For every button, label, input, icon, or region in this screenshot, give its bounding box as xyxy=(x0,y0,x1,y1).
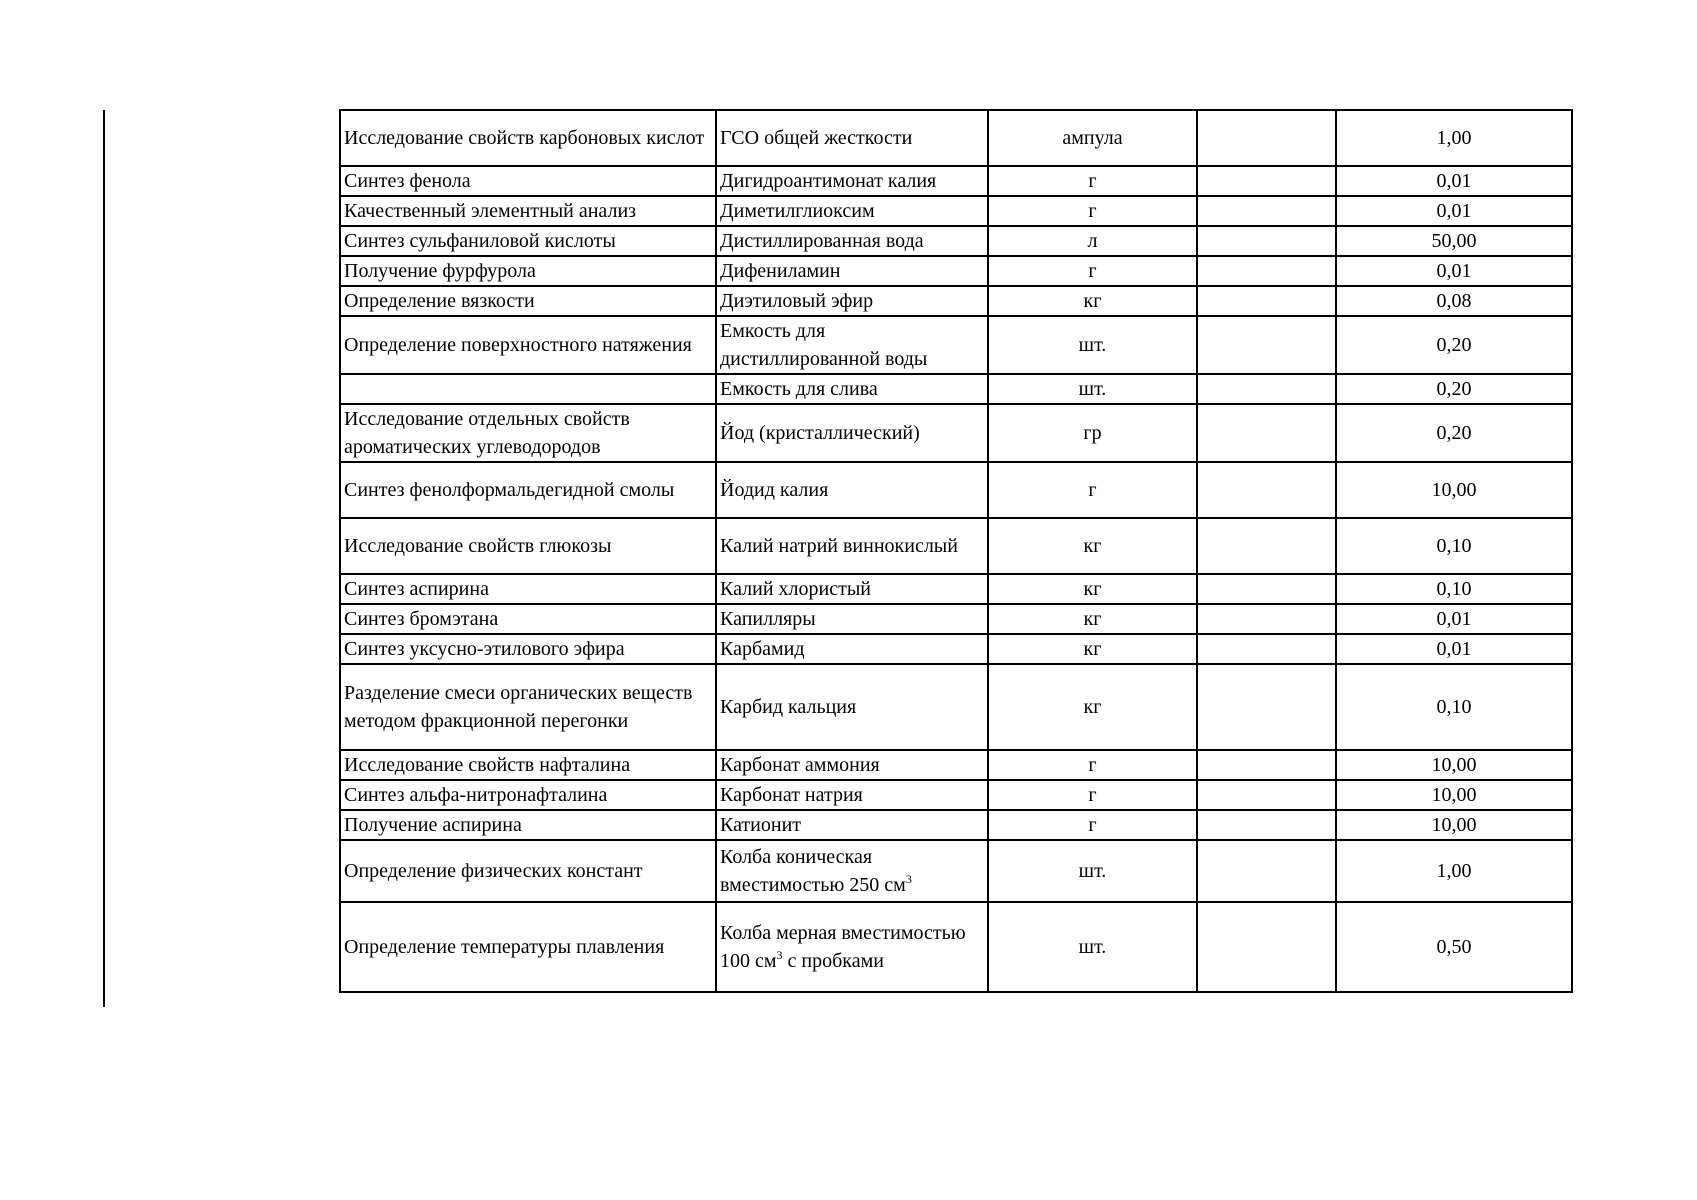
table-row xyxy=(340,374,1572,404)
empty-cell xyxy=(1197,196,1336,226)
unit-cell: шт. xyxy=(988,374,1197,404)
quantity-cell: 0,20 xyxy=(1336,316,1572,374)
left-margin-rule xyxy=(103,110,105,1007)
table-row xyxy=(340,110,1572,166)
table-row xyxy=(340,196,1572,226)
quantity-cell: 0,10 xyxy=(1336,574,1572,604)
unit-cell: г xyxy=(988,196,1197,226)
empty-cell xyxy=(1197,810,1336,840)
table-row xyxy=(340,226,1572,256)
quantity-cell: 10,00 xyxy=(1336,810,1572,840)
table-row xyxy=(340,840,1572,902)
empty-cell xyxy=(1197,780,1336,810)
unit-superscript: 3 xyxy=(905,872,912,886)
empty-cell xyxy=(1197,110,1336,166)
item-name-cell: Диметилглиоксим xyxy=(716,196,988,226)
table-row xyxy=(340,316,1572,374)
quantity-cell: 0,08 xyxy=(1336,286,1572,316)
empty-cell xyxy=(1197,374,1336,404)
quantity-cell: 0,10 xyxy=(1336,518,1572,574)
quantity-cell: 0,10 xyxy=(1336,664,1572,750)
item-name-cell: Йодид калия xyxy=(716,462,988,518)
item-name-suffix: с пробками xyxy=(782,950,884,972)
empty-cell xyxy=(1197,604,1336,634)
quantity-cell: 0,20 xyxy=(1336,404,1572,462)
empty-cell xyxy=(1197,574,1336,604)
item-name-cell: Йод (кристаллический) xyxy=(716,404,988,462)
unit-cell: г xyxy=(988,750,1197,780)
unit-cell: шт. xyxy=(988,316,1197,374)
item-name-cell: Карбамид xyxy=(716,634,988,664)
item-name-cell xyxy=(716,902,988,992)
table-row xyxy=(340,750,1572,780)
item-name-cell: Капилляры xyxy=(716,604,988,634)
work-cell: Определение поверхностного натяжения xyxy=(340,316,716,374)
quantity-cell: 0,20 xyxy=(1336,374,1572,404)
item-name-text: Колба коническая вместимостью 250 см xyxy=(720,846,906,896)
work-cell: Синтез фенола xyxy=(340,166,716,196)
unit-cell: кг xyxy=(988,518,1197,574)
quantity-cell: 10,00 xyxy=(1336,462,1572,518)
work-cell: Определение вязкости xyxy=(340,286,716,316)
quantity-cell: 50,00 xyxy=(1336,226,1572,256)
empty-cell xyxy=(1197,462,1336,518)
empty-cell xyxy=(1197,634,1336,664)
work-cell: Исследование свойств нафталина xyxy=(340,750,716,780)
work-cell: Исследование свойств карбоновых кислот xyxy=(340,110,716,166)
empty-cell xyxy=(1197,166,1336,196)
table-row xyxy=(340,404,1572,462)
table-row xyxy=(340,286,1572,316)
table-row xyxy=(340,634,1572,664)
item-name-cell: Карбонат аммония xyxy=(716,750,988,780)
work-cell: Определение физических констант xyxy=(340,840,716,902)
unit-cell: гр xyxy=(988,404,1197,462)
unit-cell: кг xyxy=(988,664,1197,750)
work-cell: Получение аспирина xyxy=(340,810,716,840)
work-cell: Синтез сульфаниловой кислоты xyxy=(340,226,716,256)
quantity-cell: 0,01 xyxy=(1336,166,1572,196)
quantity-cell: 10,00 xyxy=(1336,780,1572,810)
unit-cell: кг xyxy=(988,634,1197,664)
work-cell: Качественный элементный анализ xyxy=(340,196,716,226)
empty-cell xyxy=(1197,286,1336,316)
item-name-cell: Катионит xyxy=(716,810,988,840)
table-row xyxy=(340,166,1572,196)
work-cell xyxy=(340,374,716,404)
table-row xyxy=(340,902,1572,992)
item-name-text: Колба мерная вместимостью 100 см xyxy=(720,922,966,972)
quantity-cell: 1,00 xyxy=(1336,840,1572,902)
quantity-cell: 0,01 xyxy=(1336,604,1572,634)
unit-cell: кг xyxy=(988,574,1197,604)
work-cell: Разделение смеси органических веществ методом фракционной перегонки xyxy=(340,664,716,750)
unit-cell: г xyxy=(988,810,1197,840)
quantity-cell: 0,01 xyxy=(1336,196,1572,226)
item-name-cell: Карбонат натрия xyxy=(716,780,988,810)
unit-cell: кг xyxy=(988,286,1197,316)
empty-cell xyxy=(1197,316,1336,374)
empty-cell xyxy=(1197,664,1336,750)
empty-cell xyxy=(1197,750,1336,780)
work-cell: Определение температуры плавления xyxy=(340,902,716,992)
unit-cell: шт. xyxy=(988,902,1197,992)
work-cell: Синтез альфа-нитронафталина xyxy=(340,780,716,810)
table-row xyxy=(340,256,1572,286)
unit-cell: ампула xyxy=(988,110,1197,166)
quantity-cell: 0,01 xyxy=(1336,634,1572,664)
work-cell: Исследование свойств глюкозы xyxy=(340,518,716,574)
table-row xyxy=(340,604,1572,634)
quantity-cell: 10,00 xyxy=(1336,750,1572,780)
unit-cell: кг xyxy=(988,604,1197,634)
empty-cell xyxy=(1197,256,1336,286)
table-row xyxy=(340,462,1572,518)
table-row xyxy=(340,664,1572,750)
work-cell: Синтез уксусно-этилового эфира xyxy=(340,634,716,664)
item-name-cell: Карбид кальция xyxy=(716,664,988,750)
work-cell: Исследование отдельных свойств ароматических углеводородов xyxy=(340,404,716,462)
item-name-cell: Емкость для дистиллированной воды xyxy=(716,316,988,374)
item-name-cell: Диэтиловый эфир xyxy=(716,286,988,316)
item-name-cell: Калий натрий виннокислый xyxy=(716,518,988,574)
empty-cell xyxy=(1197,902,1336,992)
item-name-cell: ГСО общей жесткости xyxy=(716,110,988,166)
table-row xyxy=(340,780,1572,810)
table-row xyxy=(340,574,1572,604)
unit-cell: г xyxy=(988,780,1197,810)
work-cell: Синтез бромэтана xyxy=(340,604,716,634)
unit-cell: л xyxy=(988,226,1197,256)
unit-cell: г xyxy=(988,256,1197,286)
table-row xyxy=(340,810,1572,840)
item-name-cell: Дифениламин xyxy=(716,256,988,286)
work-cell: Синтез фенолформальдегидной смолы xyxy=(340,462,716,518)
empty-cell xyxy=(1197,840,1336,902)
item-name-cell: Дигидроантимонат калия xyxy=(716,166,988,196)
unit-superscript: 3 xyxy=(776,948,783,962)
work-cell: Получение фурфурола xyxy=(340,256,716,286)
unit-cell: г xyxy=(988,462,1197,518)
empty-cell xyxy=(1197,518,1336,574)
item-name-cell xyxy=(716,840,988,902)
quantity-cell: 0,01 xyxy=(1336,256,1572,286)
item-name-cell: Емкость для слива xyxy=(716,374,988,404)
item-name-cell: Дистиллированная вода xyxy=(716,226,988,256)
supplies-table xyxy=(339,109,1573,993)
quantity-cell: 0,50 xyxy=(1336,902,1572,992)
unit-cell: г xyxy=(988,166,1197,196)
empty-cell xyxy=(1197,226,1336,256)
unit-cell: шт. xyxy=(988,840,1197,902)
empty-cell xyxy=(1197,404,1336,462)
quantity-cell: 1,00 xyxy=(1336,110,1572,166)
work-cell: Синтез аспирина xyxy=(340,574,716,604)
table-row xyxy=(340,518,1572,574)
item-name-cell: Калий хлористый xyxy=(716,574,988,604)
